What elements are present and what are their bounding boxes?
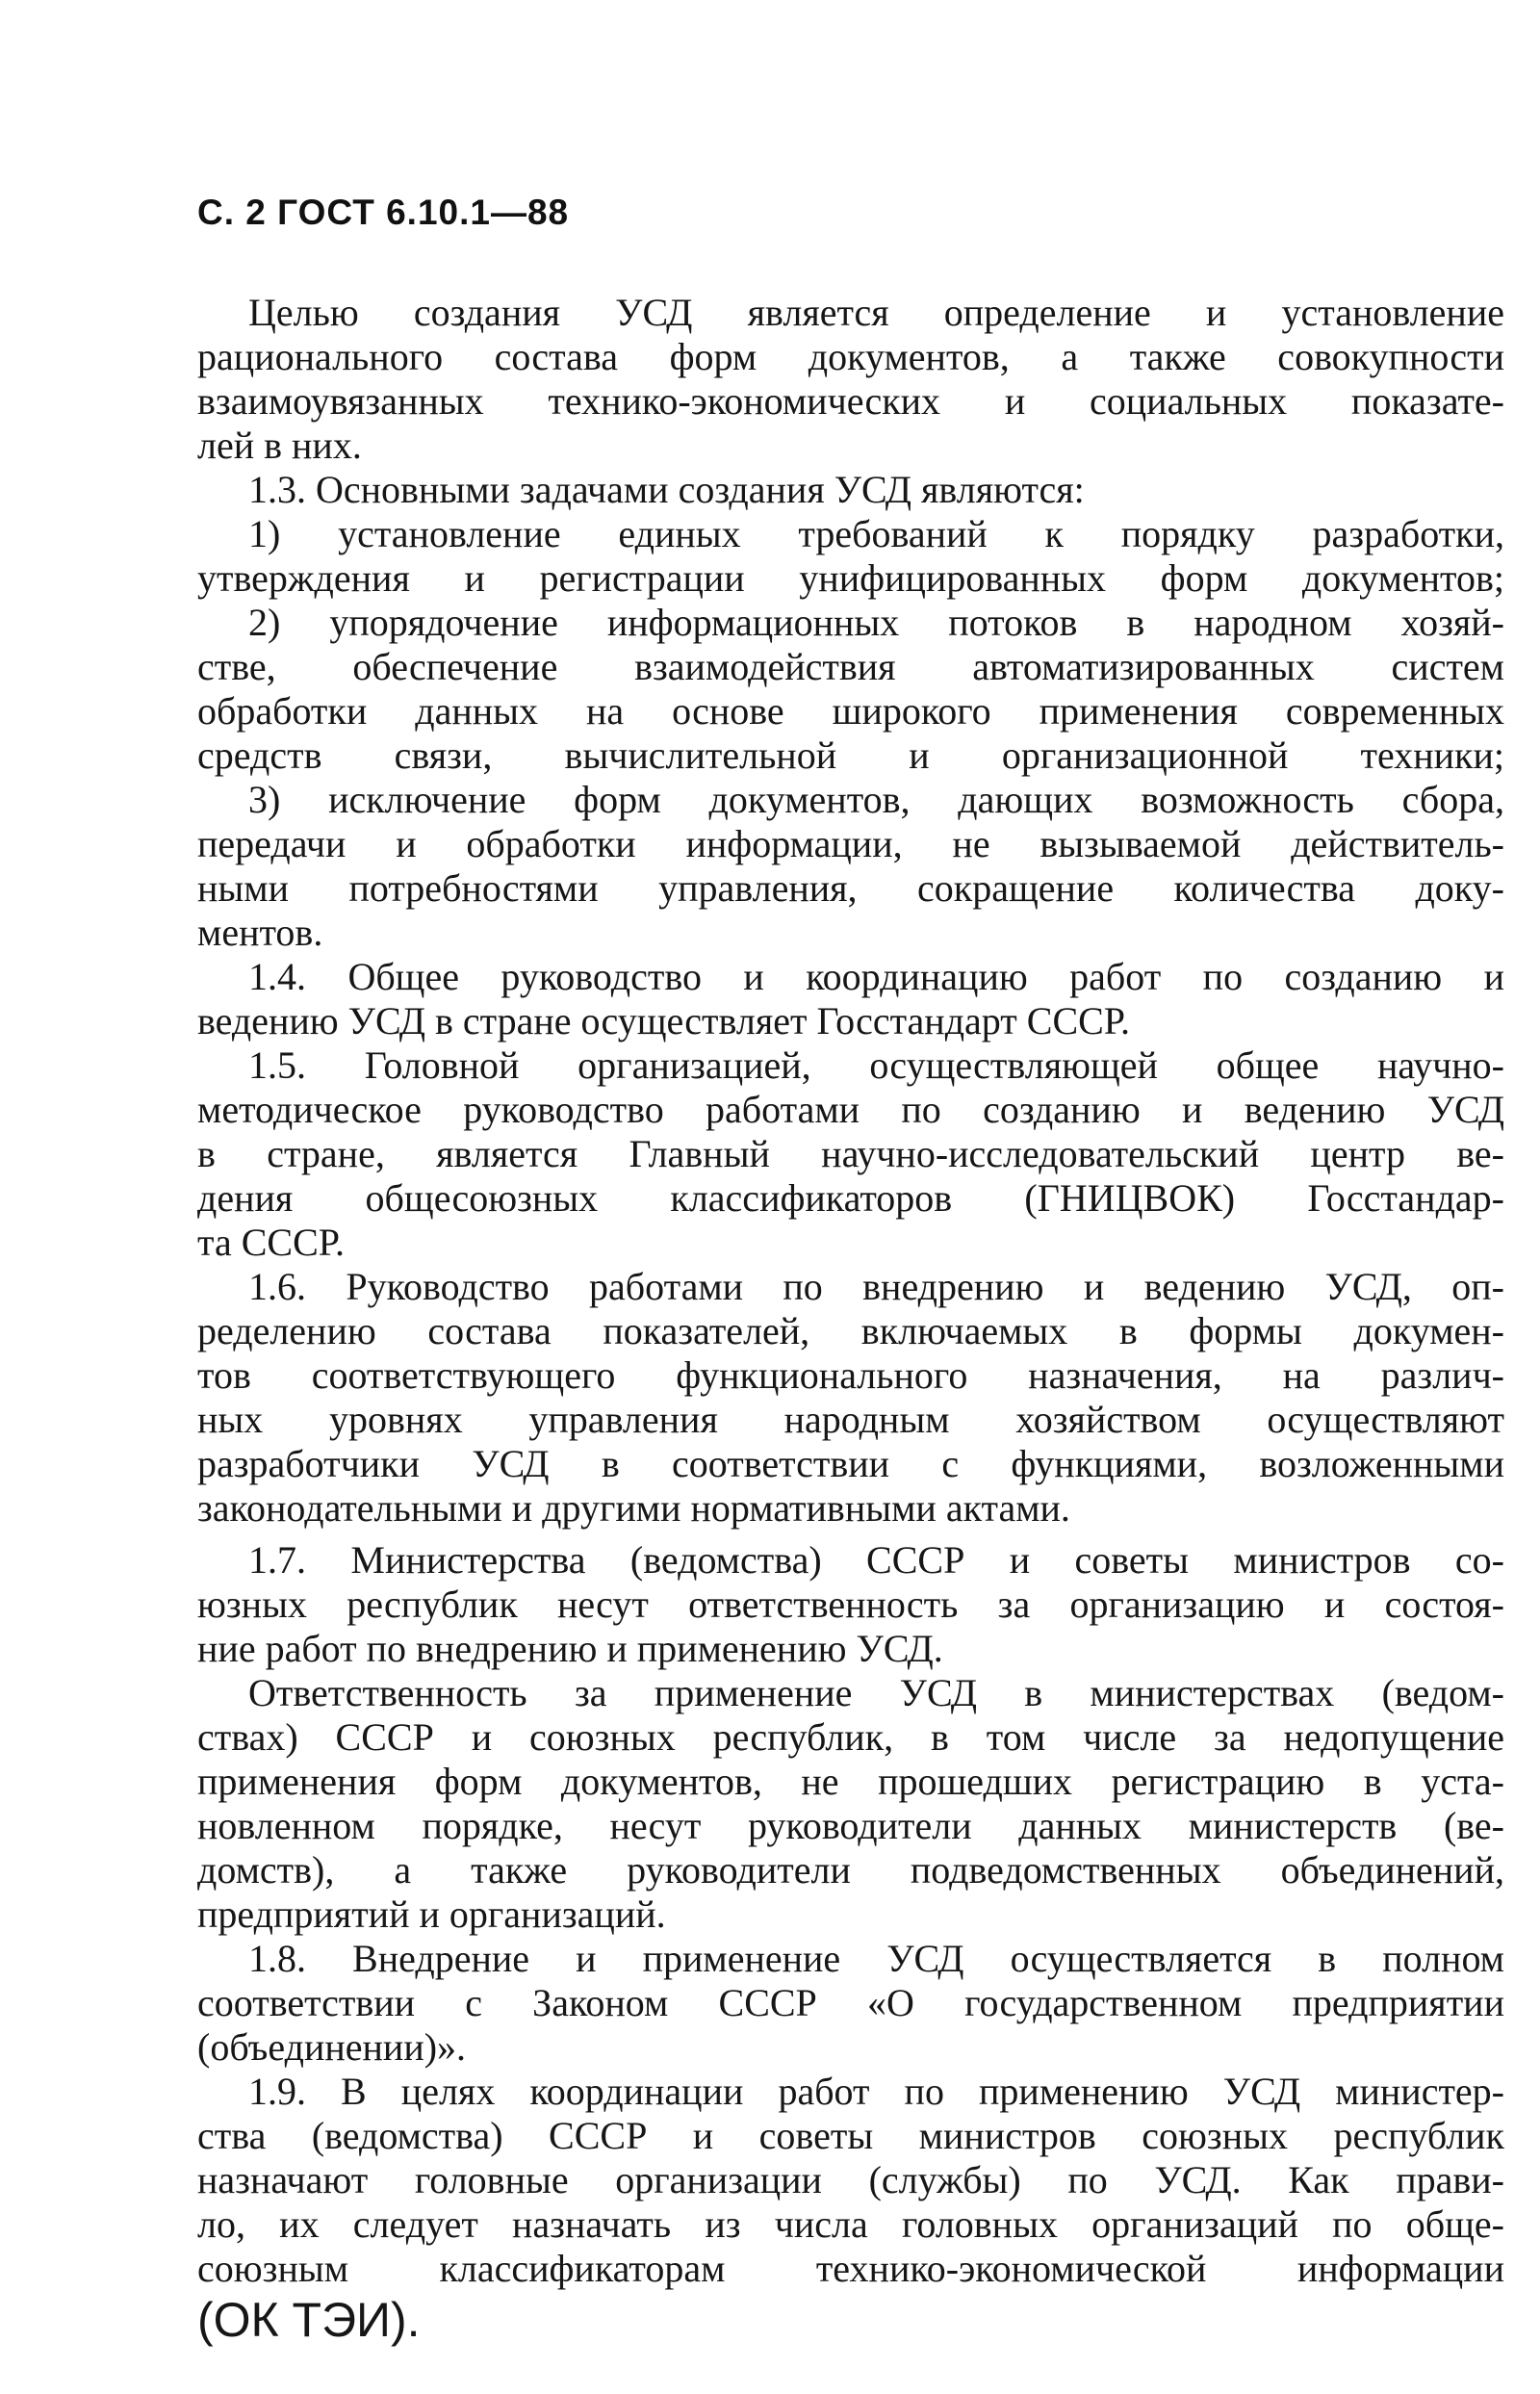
text-line: та СССР. — [197, 1221, 346, 1264]
text-line: разработчики УСД в соответствии с функциями, возложенными — [197, 1442, 1504, 1485]
text-line: Целью создания УСД является определение и установление — [248, 291, 1504, 334]
text-line: назначают головные организации (службы) по УСД. Как прави- — [197, 2158, 1504, 2201]
text-line: 1.3. Основными задачами создания УСД являются: — [248, 468, 1085, 511]
text-line: Ответственность за применение УСД в министерствах (ведом- — [248, 1671, 1504, 1714]
text-line: ределению состава показателей, включаемых в формы докумен- — [197, 1309, 1504, 1352]
text-line: законодательными и другими нормативными актами. — [197, 1486, 1070, 1530]
text-line: ных уровнях управления народным хозяйством осуществляют — [197, 1398, 1504, 1441]
text-line: лей в них. — [197, 424, 362, 467]
text-line: применения форм документов, не прошедших регистрацию в уста- — [197, 1760, 1504, 1803]
text-line: средств связи, вычислительной и организационной техники; — [197, 734, 1504, 777]
text-line: ствах) СССР и союзных республик, в том числе за недопущение — [197, 1715, 1504, 1759]
text-line: (ОК ТЭИ). — [197, 2293, 421, 2347]
text-line: новленном порядке, несут руководители данных министерств (ве- — [197, 1804, 1504, 1847]
text-line: ние работ по внедрению и применению УСД. — [197, 1627, 943, 1670]
text-line: предприятий и организаций. — [197, 1892, 666, 1936]
text-line: ло, их следует назначать из числа головных организаций по обще- — [197, 2202, 1504, 2246]
text-line: методическое руководство работами по созданию и ведению УСД — [197, 1088, 1504, 1131]
text-line: 1.8. Внедрение и применение УСД осуществляется в полном — [248, 1937, 1504, 1980]
text-line: (объединении)». — [197, 2025, 467, 2069]
page-header: С. 2 ГОСТ 6.10.1—88 — [197, 193, 570, 232]
text-line: юзных республик несут ответственность за организацию и состоя- — [197, 1583, 1504, 1626]
text-line: дения общесоюзных классификаторов (ГНИЦВОК) Госстандар- — [197, 1176, 1504, 1220]
text-line: 1.6. Руководство работами по внедрению и ведению УСД, оп- — [248, 1265, 1504, 1308]
text-line: домств), а также руководители подведомственных объединений, — [197, 1848, 1504, 1892]
text-line: соответствии с Законом СССР «О государственном предприятии — [197, 1981, 1504, 2024]
text-line: союзным классификаторам технико-экономической информации — [197, 2247, 1504, 2290]
text-line: передачи и обработки информации, не вызываемой действитель- — [197, 822, 1504, 865]
text-line: 1.5. Головной организацией, осуществляющей общее научно- — [248, 1043, 1504, 1087]
text-line: ведению УСД в стране осуществляет Госстандарт СССР. — [197, 999, 1131, 1043]
text-line: ментов. — [197, 911, 323, 954]
text-line: 1) установление единых требований к порядку разработки, — [248, 512, 1504, 555]
text-line: стве, обеспечение взаимодействия автоматизированных систем — [197, 645, 1504, 688]
text-line: 1.4. Общее руководство и координацию работ по созданию и — [248, 955, 1504, 998]
text-line: 3) исключение форм документов, дающих возможность сбора, — [248, 778, 1504, 821]
text-line: тов соответствующего функционального назначения, на различ- — [197, 1353, 1504, 1397]
text-line: утверждения и регистрации унифицированных форм документов; — [197, 556, 1504, 600]
text-line: обработки данных на основе широкого применения современных — [197, 689, 1504, 733]
text-line: в стране, является Главный научно-исследовательский центр ве- — [197, 1132, 1504, 1175]
text-line: ства (ведомства) СССР и советы министров союзных республик — [197, 2114, 1504, 2157]
text-line: ными потребностями управления, сокращение количества доку- — [197, 866, 1504, 910]
text-line: 1.7. Министерства (ведомства) СССР и советы министров со- — [248, 1538, 1504, 1582]
text-line: 1.9. В целях координации работ по применению УСД министер- — [248, 2070, 1504, 2113]
text-line: взаимоувязанных технико-экономических и социальных показате- — [197, 379, 1504, 423]
text-line: 2) упорядочение информационных потоков в народном хозяй- — [248, 601, 1504, 644]
text-line: рационального состава форм документов, а также совокупности — [197, 335, 1504, 378]
